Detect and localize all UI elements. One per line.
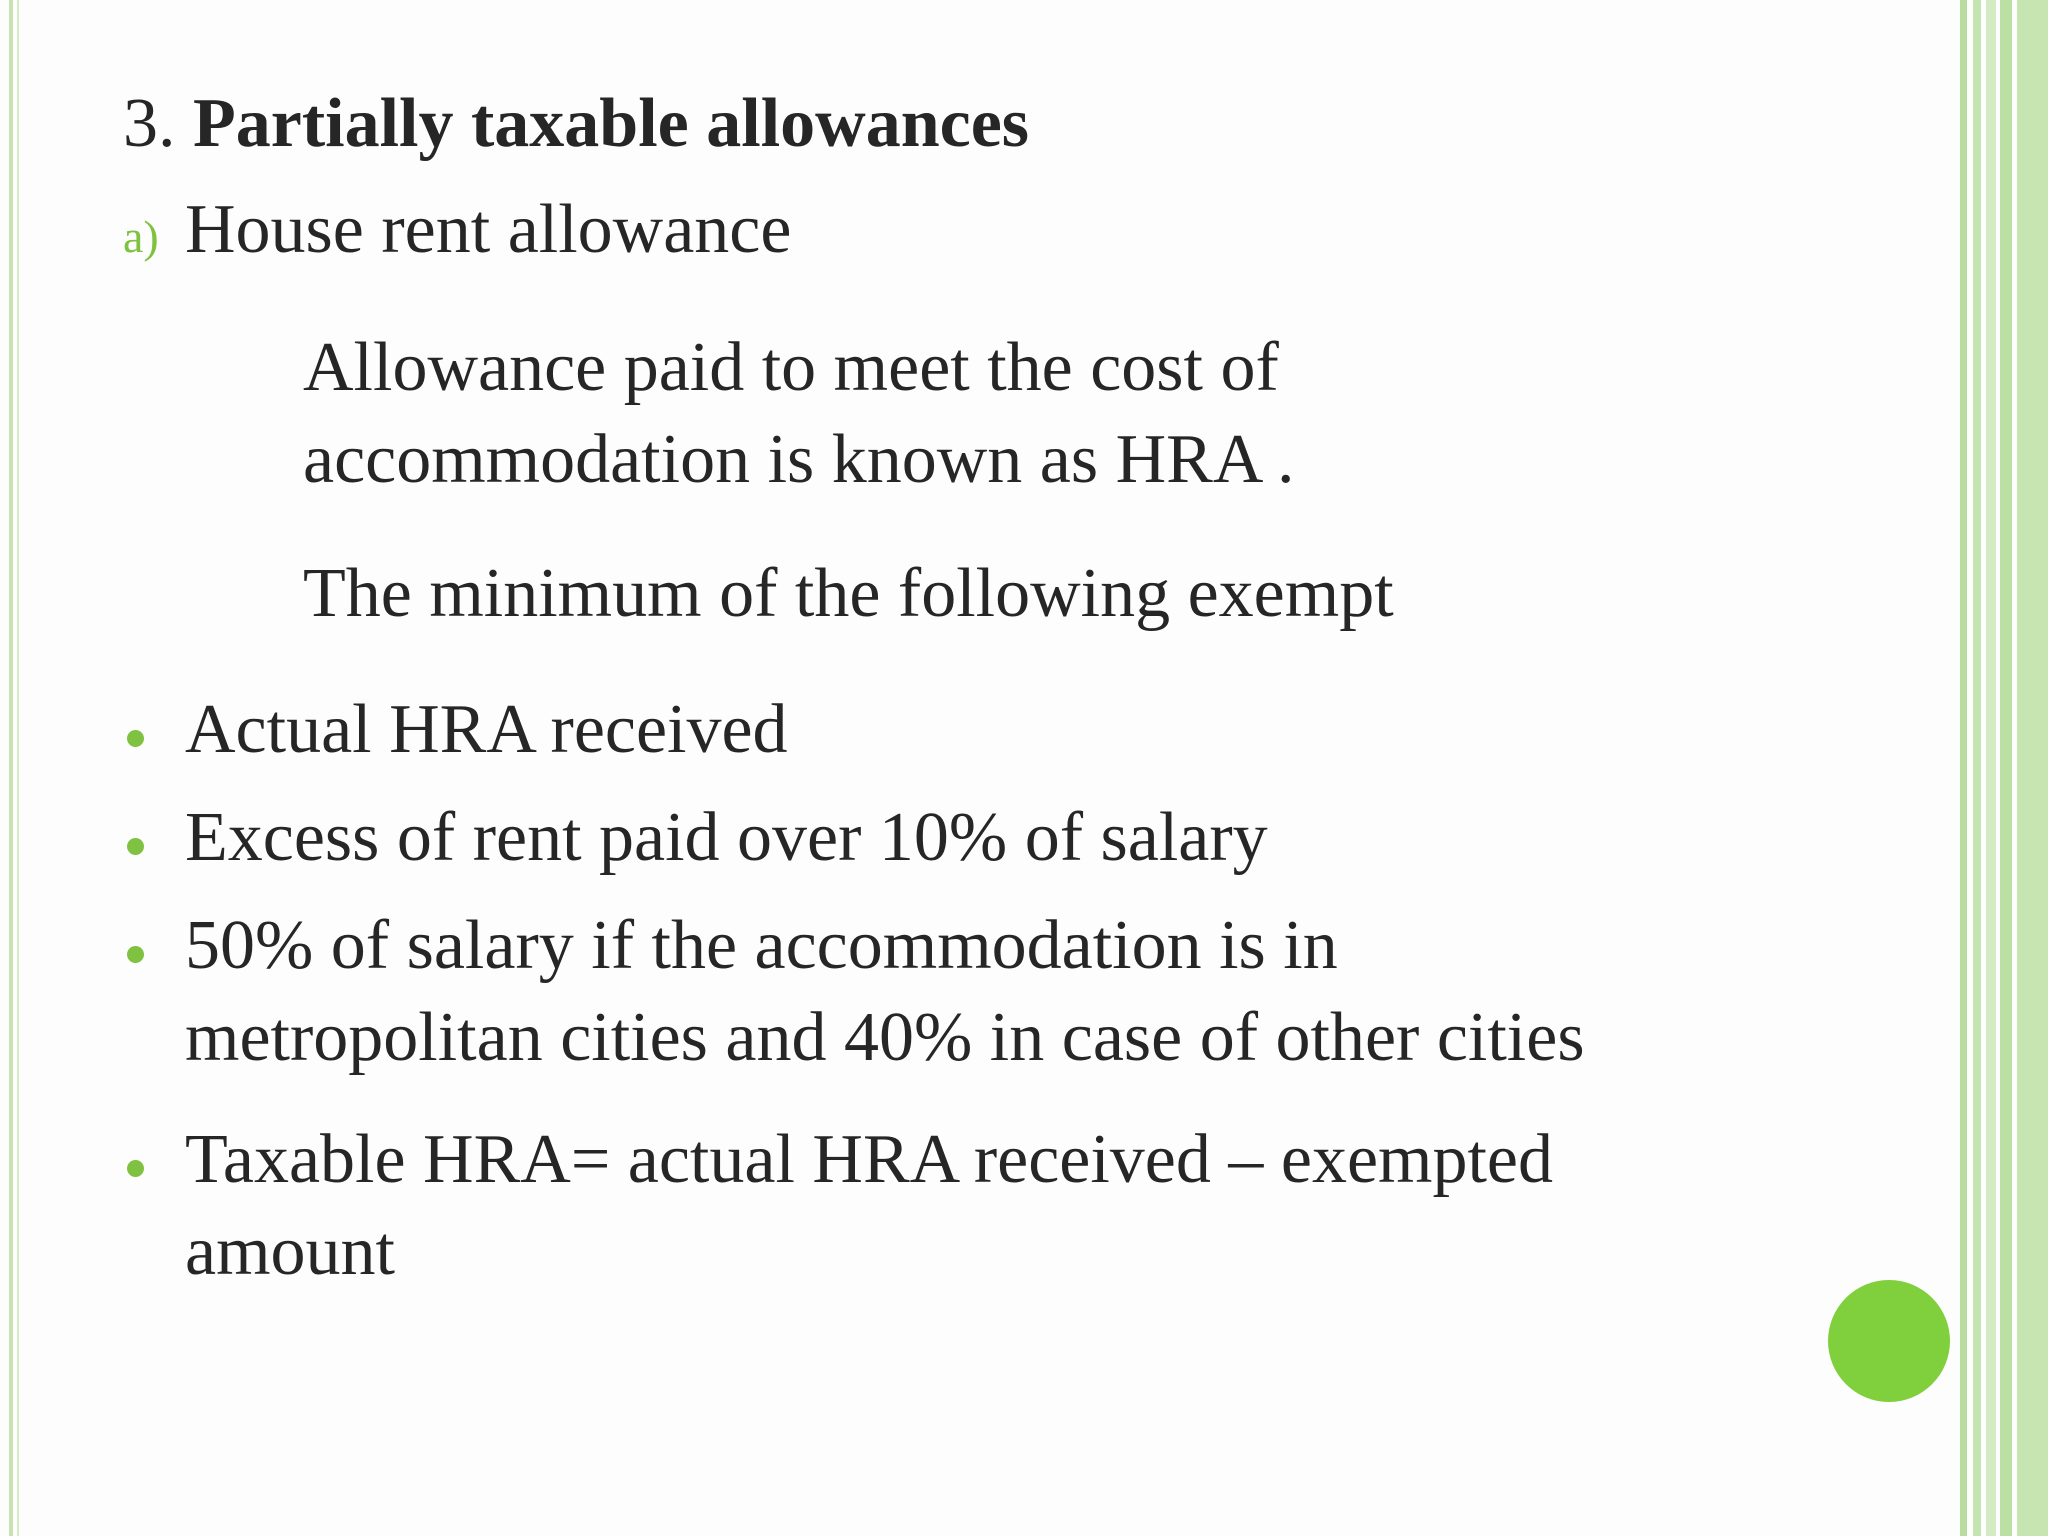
- sub-heading: [123, 190, 791, 270]
- sub-heading-text: House rent allowance: [185, 191, 792, 268]
- list-item: [123, 1114, 1585, 1298]
- right-decorative-stripe: [1960, 0, 1967, 1536]
- title-text: Partially taxable allowances: [193, 85, 1030, 162]
- right-decorative-stripe: [1986, 0, 1996, 1536]
- definition-line-1: Allowance paid to meet the cost of: [303, 329, 1279, 406]
- slide-title: [123, 84, 1029, 164]
- green-dot-bullet-icon: [127, 730, 144, 747]
- title-number: 3.: [123, 85, 176, 162]
- exemption-intro: The minimum of the following exempt: [303, 555, 1394, 632]
- definition-line-2: accommodation is known as HRA .: [303, 421, 1295, 498]
- list-item-line: metropolitan cities and 40% in case of other cities: [185, 999, 1585, 1076]
- green-dot-bullet-icon: [127, 838, 144, 855]
- definition-paragraph: [303, 322, 1295, 506]
- list-item-line: Taxable HRA= actual HRA received – exempted: [185, 1121, 1553, 1198]
- sub-heading-marker: a): [123, 211, 159, 262]
- list-item-line: Excess of rent paid over 10% of salary: [185, 799, 1268, 876]
- green-dot-bullet-icon: [127, 1160, 144, 1177]
- green-circle-decoration: [1828, 1280, 1950, 1402]
- right-decorative-stripe: [2017, 0, 2048, 1536]
- list-item: [123, 900, 1585, 1084]
- list-item-line: 50% of salary if the accommodation is in: [185, 907, 1338, 984]
- left-border-line: [9, 0, 13, 1536]
- green-dot-bullet-icon: [127, 946, 144, 963]
- list-item: [123, 792, 1585, 884]
- right-decorative-stripe: [1973, 0, 1981, 1536]
- right-decorative-stripe: [2000, 0, 2012, 1536]
- list-item: [123, 684, 1585, 776]
- left-border-line-inner: [17, 0, 19, 1536]
- list-item-line: Actual HRA received: [185, 691, 788, 768]
- list-item-line: amount: [185, 1213, 395, 1290]
- bullet-list: [123, 684, 1585, 1298]
